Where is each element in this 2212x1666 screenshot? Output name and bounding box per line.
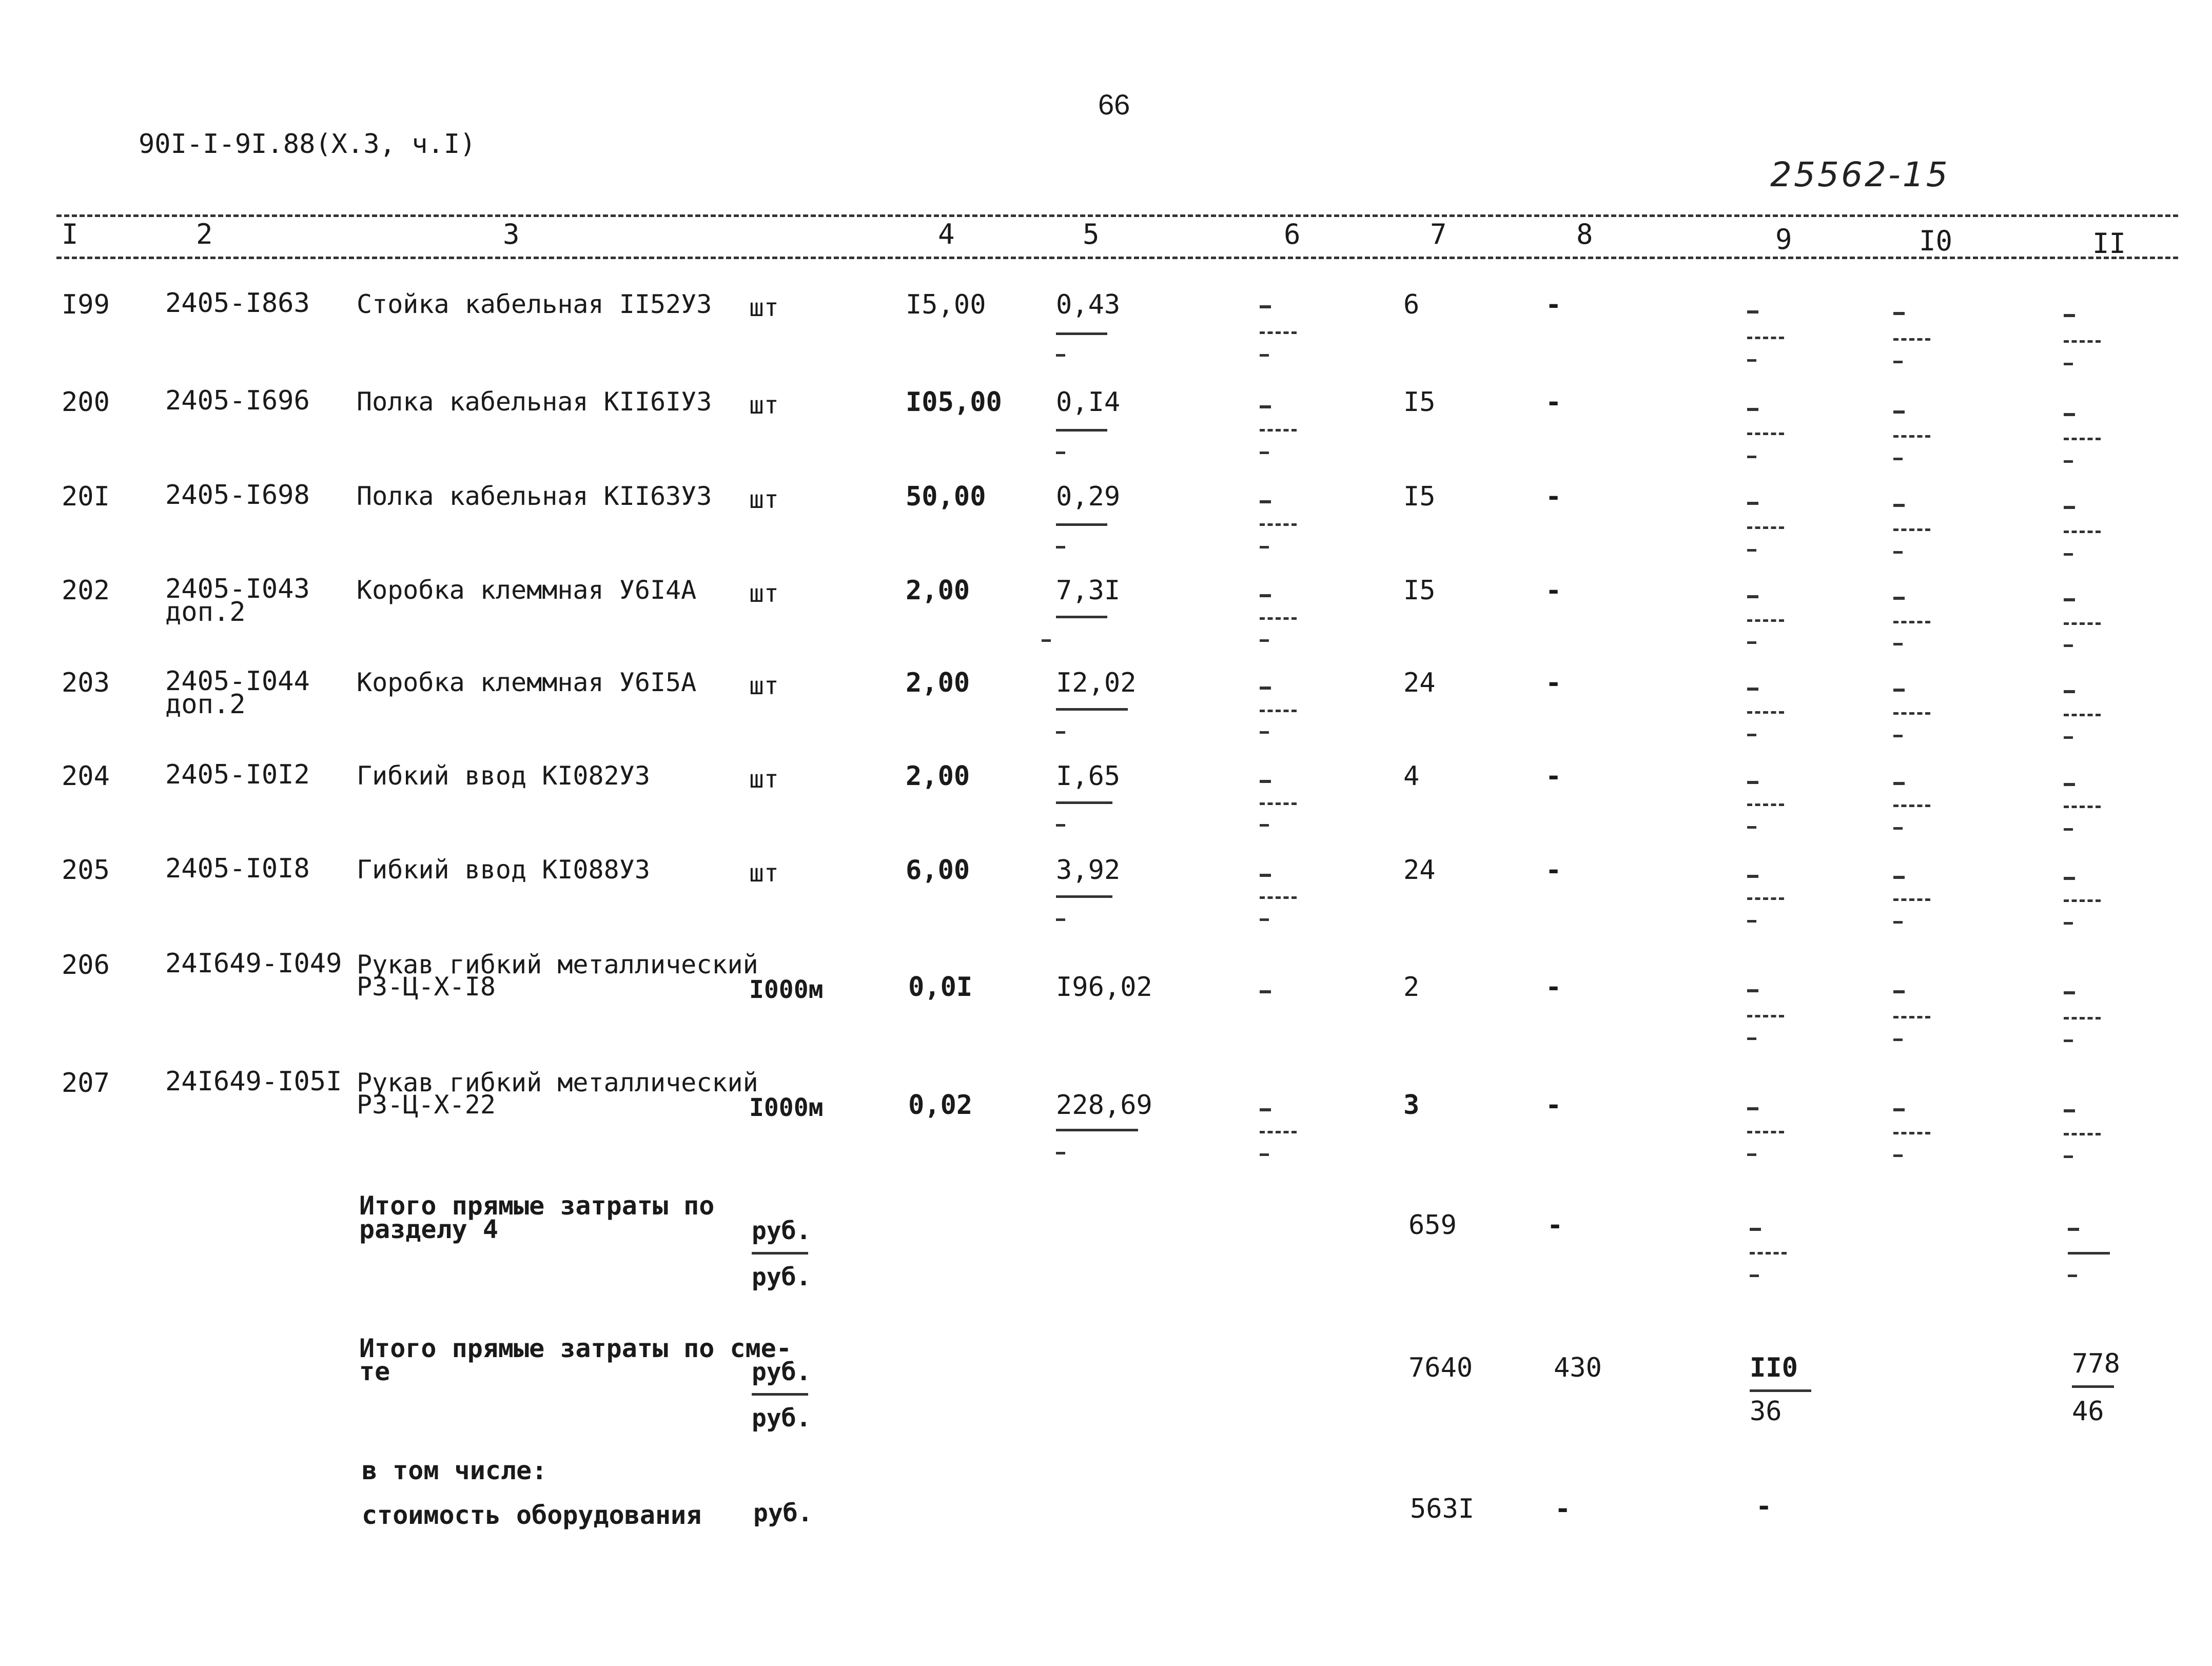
dash-mark [1747, 920, 1756, 923]
item-unit-price: I96,02 [1056, 972, 1152, 1003]
dash-mark [2064, 413, 2075, 416]
fraction-rule [1260, 1131, 1297, 1133]
fraction-rule [1893, 1132, 1930, 1134]
dash-mark [1747, 549, 1756, 552]
fraction-rule [1056, 429, 1107, 432]
dash-mark [2064, 598, 2075, 601]
item-name: Рукав гибкий металлический [357, 1068, 758, 1097]
document-code: 90I-I-9I.88(X.3, ч.I) [139, 129, 476, 160]
subtotal-unit: руб. [752, 1263, 811, 1291]
dash-mark [1893, 312, 1905, 315]
item-quantity: I5,00 [906, 289, 986, 320]
dash-mark [2064, 783, 2075, 786]
dash-mark [1893, 458, 1903, 460]
item-total: 6 [1403, 289, 1420, 320]
dash-mark [1747, 502, 1758, 505]
dash-mark [1260, 874, 1271, 877]
item-total: 24 [1403, 668, 1436, 698]
dash-mark [1893, 551, 1903, 554]
item-name: Коробка клеммная У6I4А [357, 575, 697, 605]
fraction-rule [1893, 805, 1930, 807]
fraction-rule [1260, 617, 1297, 620]
col8-value: - [1545, 1090, 1562, 1121]
item-quantity: 50,00 [906, 481, 986, 512]
dash-mark [1260, 990, 1271, 993]
dash-mark [1747, 641, 1756, 644]
dash-mark [2064, 690, 2075, 693]
dash-mark [1260, 594, 1271, 597]
total-col8: 430 [1554, 1353, 1602, 1383]
column-header: I0 [1919, 225, 1953, 257]
fraction-rule [1260, 331, 1297, 334]
dash-mark [1747, 456, 1756, 458]
dash-mark [1260, 546, 1269, 548]
row-number: 202 [62, 575, 110, 606]
fraction-rule [1260, 802, 1297, 805]
item-code: 2405-I0I2 [165, 759, 310, 790]
fraction-rule [752, 1252, 808, 1255]
item-total: I5 [1403, 387, 1436, 418]
item-unit: шт [749, 293, 779, 322]
dash-mark [1747, 826, 1756, 829]
item-unit-price: 228,69 [1056, 1090, 1152, 1121]
item-unit: шт [749, 485, 779, 514]
dash-mark [1056, 918, 1065, 921]
item-total: 2 [1403, 972, 1420, 1003]
dash-mark [1747, 875, 1758, 878]
column-header: 6 [1284, 218, 1301, 250]
dash-mark [2064, 553, 2073, 556]
dash-mark [1893, 1154, 1903, 1157]
fraction-rule [1893, 338, 1930, 341]
item-unit-price: 0,I4 [1056, 387, 1121, 418]
item-total: 4 [1403, 761, 1420, 792]
column-header: 9 [1775, 223, 1792, 256]
subtotal-label: Итого прямые затраты по [359, 1191, 715, 1221]
item-unit-price: I2,02 [1056, 668, 1137, 698]
fraction-rule [1056, 332, 1107, 335]
dash-mark [1260, 639, 1269, 642]
fraction-rule [1747, 897, 1784, 900]
dash-mark [1260, 918, 1269, 921]
dash-mark [1747, 1107, 1758, 1110]
item-code: 2405-I044 [165, 666, 310, 697]
column-header: 8 [1576, 218, 1593, 250]
column-header: 4 [938, 218, 955, 250]
total-col9-top: II0 [1750, 1353, 1798, 1383]
equipment-col8: - [1555, 1494, 1571, 1524]
fraction-rule [2064, 438, 2101, 440]
fraction-rule [1056, 523, 1107, 526]
col8-value: - [1545, 575, 1562, 606]
item-quantity: 2,00 [906, 668, 970, 698]
item-name: Полка кабельная КII63УЗ [357, 481, 712, 511]
dash-mark [1893, 410, 1905, 414]
item-unit: шт [749, 391, 779, 420]
fraction-rule [2064, 622, 2101, 625]
item-unit: шт [749, 859, 779, 888]
dash-mark [1893, 735, 1903, 737]
subtotal-col8: - [1547, 1210, 1563, 1241]
row-number: 207 [62, 1068, 110, 1099]
item-unit-price: 3,92 [1056, 855, 1121, 886]
item-code: 2405-I863 [165, 288, 310, 319]
total-label-cont: те [359, 1357, 390, 1386]
item-unit: шт [749, 765, 779, 794]
item-total: I5 [1403, 575, 1436, 606]
fraction-rule [1750, 1252, 1787, 1255]
fraction-rule [752, 1393, 808, 1396]
dash-mark [1747, 408, 1758, 411]
total-col7: 7640 [1408, 1353, 1473, 1383]
dash-mark [1056, 546, 1065, 548]
column-header: 3 [503, 218, 520, 250]
fraction-rule [1260, 896, 1297, 899]
column-header: 2 [196, 218, 213, 250]
dash-mark [2064, 363, 2073, 365]
header-top-rule [56, 214, 2178, 217]
fraction-rule [1260, 523, 1297, 526]
dash-mark [1260, 405, 1271, 408]
dash-mark [1747, 359, 1756, 362]
column-header: 5 [1083, 218, 1100, 250]
item-name-cont: РЗ-Ц-Х-22 [357, 1090, 496, 1120]
total-unit: руб. [752, 1358, 811, 1386]
dash-mark [1893, 827, 1903, 830]
equipment-col9: - [1756, 1491, 1772, 1522]
item-quantity: 6,00 [906, 855, 970, 886]
fraction-rule [1893, 435, 1930, 438]
dash-mark [1893, 782, 1905, 785]
dash-mark [1260, 452, 1269, 454]
col8-value: - [1545, 481, 1562, 512]
dash-mark [1893, 689, 1905, 692]
page-number: 66 [1098, 88, 1130, 121]
col8-value: - [1545, 289, 1562, 320]
total-label: Итого прямые затраты по сме- [359, 1334, 792, 1363]
dash-mark [1260, 354, 1269, 357]
dash-mark [1056, 731, 1065, 734]
item-code: 24I649-I05I [165, 1066, 342, 1097]
dash-mark [1260, 1108, 1271, 1111]
item-total: 24 [1403, 855, 1436, 886]
item-name: Коробка клеммная У6I5А [357, 668, 697, 697]
item-unit: I000м [749, 975, 824, 1004]
fraction-rule [1893, 898, 1930, 901]
dash-mark [1056, 824, 1065, 827]
equipment-unit: руб. [753, 1499, 813, 1527]
item-name-cont: РЗ-Ц-Х-I8 [357, 972, 496, 1002]
item-code-suffix: доп.2 [165, 689, 246, 720]
fraction-rule [2064, 806, 2101, 808]
row-number: 204 [62, 761, 110, 792]
item-quantity: 2,00 [906, 761, 970, 792]
row-number: 203 [62, 668, 110, 698]
item-unit-price: I,65 [1056, 761, 1121, 792]
dash-mark [1260, 1153, 1269, 1156]
fraction-rule [1747, 433, 1784, 435]
dash-mark [1260, 731, 1269, 734]
col8-value: - [1545, 387, 1562, 418]
item-total: 3 [1403, 1090, 1420, 1121]
item-code: 2405-I696 [165, 385, 310, 416]
dash-mark [1747, 1037, 1756, 1040]
item-unit: шт [749, 672, 779, 700]
item-name: Стойка кабельная II52УЗ [357, 289, 712, 319]
dash-mark [2064, 314, 2075, 317]
dash-mark [1042, 639, 1051, 642]
row-number: 200 [62, 387, 110, 418]
total-col11-top: 778 [2072, 1348, 2120, 1379]
item-quantity: 0,0I [908, 972, 973, 1003]
subtotal-unit: руб. [752, 1217, 811, 1245]
equipment-col7: 563I [1410, 1494, 1475, 1524]
dash-mark [2064, 1155, 2073, 1158]
fraction-rule [1893, 712, 1930, 715]
dash-mark [1260, 500, 1271, 503]
total-unit: руб. [752, 1404, 811, 1433]
including-label: в том числе: [362, 1456, 547, 1485]
column-header: II [2092, 227, 2126, 260]
row-number: 20I [62, 481, 110, 512]
dash-mark [2064, 1109, 2075, 1112]
dash-mark [1750, 1275, 1759, 1277]
inventory-stamp: 25562-15 [1770, 155, 1950, 194]
item-name: Гибкий ввод КI082УЗ [357, 761, 650, 791]
dash-mark [1260, 687, 1271, 690]
item-code: 24I649-I049 [165, 948, 342, 979]
dash-mark [1260, 824, 1269, 827]
dash-mark [2068, 1228, 2079, 1231]
dash-mark [1747, 595, 1758, 598]
row-number: 205 [62, 855, 110, 886]
header-bottom-rule [56, 257, 2178, 259]
item-quantity: I05,00 [906, 387, 1002, 418]
dash-mark [1747, 1153, 1756, 1156]
dash-mark [2064, 644, 2073, 647]
item-unit-price: 0,43 [1056, 289, 1121, 320]
dash-mark [1747, 688, 1758, 691]
fraction-rule [1260, 429, 1297, 432]
dash-mark [1893, 876, 1905, 879]
dash-mark [2064, 506, 2075, 509]
fraction-rule [1056, 708, 1128, 711]
col8-value: - [1545, 761, 1562, 792]
subtotal-label-cont: разделу 4 [359, 1214, 498, 1244]
fraction-rule [1056, 801, 1112, 804]
column-header: I [62, 218, 79, 250]
row-number: 206 [62, 950, 110, 981]
fraction-rule [2064, 1017, 2101, 1020]
dash-mark [1747, 734, 1756, 736]
fraction-rule [1747, 337, 1784, 339]
dash-mark [2064, 991, 2075, 994]
dash-mark [1893, 361, 1903, 363]
item-name: Рукав гибкий металлический [357, 950, 758, 979]
dash-mark [1747, 310, 1758, 313]
dash-mark [2064, 828, 2073, 831]
dash-mark [2068, 1275, 2077, 1277]
item-unit-price: 0,29 [1056, 481, 1121, 512]
dash-mark [1747, 989, 1758, 992]
item-unit: I000м [749, 1093, 824, 1122]
dash-mark [2064, 460, 2073, 463]
fraction-rule [2068, 1252, 2110, 1255]
dash-mark [1056, 452, 1065, 454]
fraction-rule [1747, 1015, 1784, 1017]
dash-mark [2064, 736, 2073, 739]
fraction-rule [1893, 528, 1930, 531]
fraction-rule [1893, 1016, 1930, 1018]
dash-mark [1260, 305, 1271, 308]
dash-mark [1893, 643, 1903, 645]
fraction-rule [1747, 803, 1784, 806]
fraction-rule [1056, 616, 1107, 618]
item-code-suffix: доп.2 [165, 597, 246, 628]
col8-value: - [1545, 972, 1562, 1003]
item-name: Полка кабельная КII6IУЗ [357, 387, 712, 417]
dash-mark [1893, 1108, 1905, 1111]
total-col11-bottom: 46 [2072, 1396, 2104, 1427]
item-total: I5 [1403, 481, 1436, 512]
fraction-rule [1893, 621, 1930, 623]
dash-mark [1893, 921, 1903, 924]
dash-mark [1893, 504, 1905, 507]
dash-mark [1056, 354, 1065, 357]
fraction-rule [2064, 899, 2101, 902]
fraction-rule [2064, 340, 2101, 343]
dash-mark [1893, 990, 1905, 993]
dash-mark [2064, 1040, 2073, 1042]
dash-mark [1260, 780, 1271, 783]
fraction-rule [1056, 1129, 1138, 1131]
item-name: Гибкий ввод КI088УЗ [357, 855, 650, 885]
fraction-rule [1747, 619, 1784, 622]
dash-mark [1893, 597, 1905, 600]
dash-mark [2064, 877, 2075, 880]
dash-mark [1893, 1038, 1903, 1041]
dash-mark [1750, 1228, 1761, 1231]
fraction-rule [1747, 526, 1784, 529]
row-number: I99 [62, 289, 110, 320]
fraction-rule [2064, 531, 2101, 533]
dash-mark [1056, 1152, 1065, 1154]
dash-mark [2064, 922, 2073, 925]
item-unit-price: 7,3I [1056, 575, 1121, 606]
item-code: 2405-I698 [165, 480, 310, 511]
fraction-rule [1747, 711, 1784, 714]
col8-value: - [1545, 668, 1562, 698]
item-unit: шт [749, 579, 779, 608]
fraction-rule [2064, 1133, 2101, 1135]
item-quantity: 0,02 [908, 1090, 973, 1121]
column-header: 7 [1430, 218, 1447, 250]
item-code: 2405-I043 [165, 574, 310, 604]
total-col9-bottom: 36 [1750, 1396, 1782, 1427]
fraction-rule [2064, 714, 2101, 716]
fraction-rule [1750, 1389, 1811, 1392]
dash-mark [1747, 781, 1758, 784]
equipment-label: стоимость оборудования [362, 1500, 702, 1530]
item-code: 2405-I0I8 [165, 853, 310, 884]
fraction-rule [1056, 895, 1112, 898]
fraction-rule [2072, 1385, 2114, 1388]
fraction-rule [1260, 710, 1297, 712]
fraction-rule [1747, 1131, 1784, 1133]
subtotal-col7: 659 [1408, 1210, 1457, 1241]
col8-value: - [1545, 855, 1562, 886]
item-quantity: 2,00 [906, 575, 970, 606]
